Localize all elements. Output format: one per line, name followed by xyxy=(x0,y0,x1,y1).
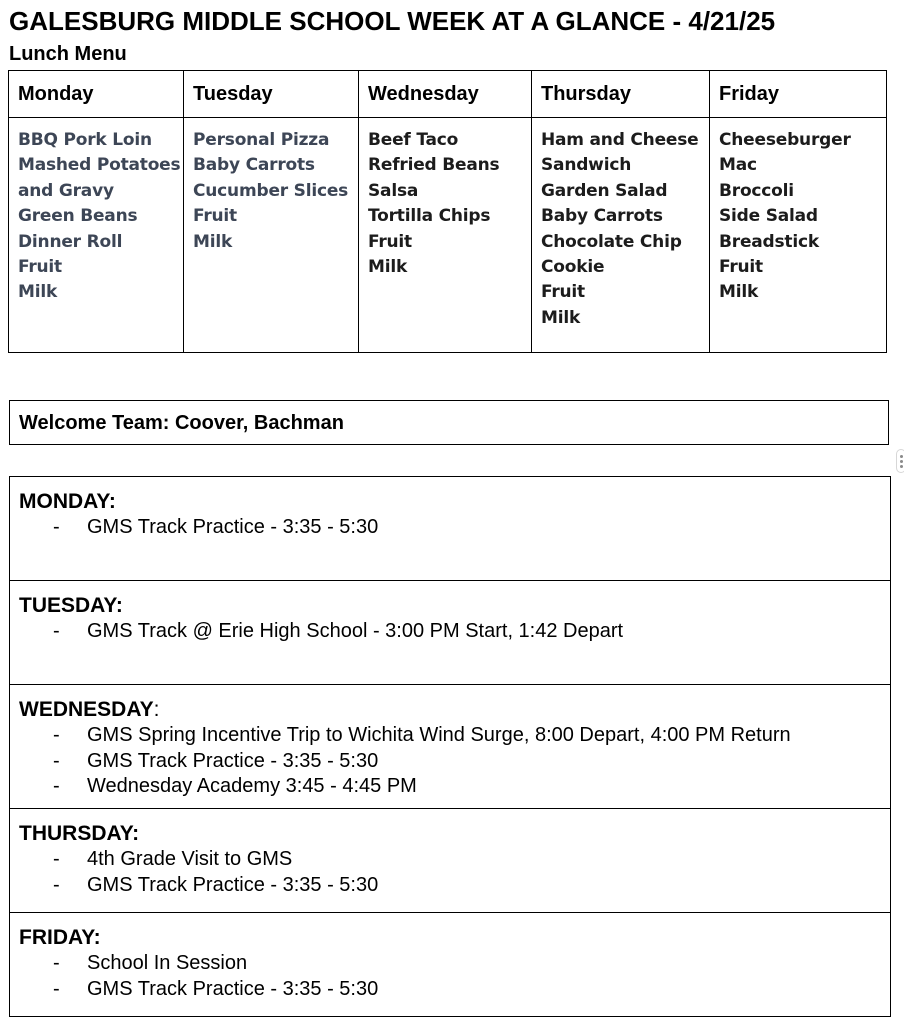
event-item xyxy=(19,723,890,749)
day-title: WEDNESDAY xyxy=(19,698,154,721)
event-list xyxy=(19,619,890,645)
drag-handle-icon[interactable] xyxy=(896,449,904,473)
lunch-cell-tuesday xyxy=(184,118,359,353)
menu-item: Fruit xyxy=(368,231,412,252)
lunch-menu-heading: Lunch Menu xyxy=(9,43,127,65)
event-item xyxy=(19,515,890,541)
event-text: GMS Track Practice - 3:35 - 5:30 xyxy=(87,977,379,1000)
event-item xyxy=(19,873,890,899)
schedule-day-thursday xyxy=(10,809,890,913)
lunch-day-header: Friday xyxy=(710,71,887,118)
menu-item: Broccoli xyxy=(719,180,794,201)
menu-item: Milk xyxy=(368,257,408,278)
menu-item: Garden Salad xyxy=(541,180,668,201)
menu-item: Milk xyxy=(193,231,233,252)
event-text: GMS Track Practice - 3:35 - 5:30 xyxy=(87,873,379,896)
menu-item: Baby Carrots xyxy=(541,206,663,227)
menu-item: Cucumber Slices xyxy=(193,180,349,201)
bullet-dash: - xyxy=(53,952,60,974)
lunch-items-row xyxy=(9,118,887,353)
bullet-dash: - xyxy=(53,516,60,538)
schedule-day-wednesday xyxy=(10,685,890,809)
menu-item: Ham and Cheese xyxy=(541,130,699,150)
lunch-day-header: Thursday xyxy=(532,71,710,118)
menu-item: Cheeseburger xyxy=(719,130,851,150)
lunch-menu-table xyxy=(8,70,887,353)
menu-item: Fruit xyxy=(541,282,585,303)
menu-item: Milk xyxy=(541,307,581,328)
event-item xyxy=(19,951,890,977)
menu-item: Breadstick xyxy=(719,231,819,252)
menu-item: Refried Beans xyxy=(368,155,500,176)
menu-item: Fruit xyxy=(18,257,62,278)
menu-item: BBQ Pork Loin xyxy=(18,130,152,150)
event-item xyxy=(19,847,890,873)
page-title: GALESBURG MIDDLE SCHOOL WEEK AT A GLANCE - 4/21/25 xyxy=(9,6,776,36)
menu-item: Tortilla Chips xyxy=(368,206,491,227)
event-item xyxy=(19,619,890,645)
menu-item: Mashed Potatoes xyxy=(18,155,181,176)
bullet-dash: - xyxy=(53,620,60,642)
event-text: 4th Grade Visit to GMS xyxy=(87,848,293,870)
bullet-dash: - xyxy=(53,848,60,870)
event-list xyxy=(19,847,890,898)
event-text: School In Session xyxy=(87,952,248,974)
day-title-row xyxy=(19,697,890,723)
event-list xyxy=(19,723,890,800)
schedule-day-tuesday xyxy=(10,581,890,685)
menu-item: Chocolate Chip xyxy=(541,231,682,252)
menu-item: Milk xyxy=(719,282,759,303)
event-text: Wednesday Academy 3:45 - 4:45 PM xyxy=(87,775,417,797)
menu-item: and Gravy xyxy=(18,180,114,201)
menu-item: Salsa xyxy=(368,180,419,201)
title-colon: : xyxy=(153,698,160,721)
event-item xyxy=(19,774,890,800)
menu-item: Personal Pizza xyxy=(193,130,330,150)
day-title: TUESDAY: xyxy=(19,594,123,617)
menu-item: Fruit xyxy=(193,206,237,227)
menu-item: Milk xyxy=(18,282,58,303)
weekly-schedule xyxy=(9,476,891,1017)
bullet-dash: - xyxy=(53,873,60,896)
menu-item: Baby Carrots xyxy=(193,155,315,176)
lunch-cell-thursday xyxy=(532,118,710,353)
menu-item: Side Salad xyxy=(719,206,818,227)
welcome-team-box: Welcome Team: Coover, Bachman xyxy=(9,400,889,445)
event-text: GMS Track @ Erie High School - 3:00 PM Start, 1:42 Depart xyxy=(87,620,624,642)
menu-item: Beef Taco xyxy=(368,130,459,150)
lunch-day-header: Tuesday xyxy=(184,71,359,118)
event-text: GMS Track Practice - 3:35 - 5:30 xyxy=(87,516,379,538)
bullet-dash: - xyxy=(53,749,60,772)
schedule-day-monday xyxy=(10,477,890,581)
lunch-cell-monday xyxy=(9,118,184,353)
lunch-day-header: Wednesday xyxy=(359,71,532,118)
menu-item: Fruit xyxy=(719,257,763,278)
day-title: FRIDAY: xyxy=(19,926,101,949)
menu-item: Green Beans xyxy=(18,206,138,227)
event-list xyxy=(19,951,890,1002)
event-item xyxy=(19,749,890,775)
event-item xyxy=(19,977,890,1003)
lunch-cell-friday xyxy=(710,118,887,353)
event-list xyxy=(19,515,890,541)
bullet-dash: - xyxy=(53,724,60,746)
bullet-dash: - xyxy=(53,977,60,1000)
menu-item: Dinner Roll xyxy=(18,231,123,252)
event-text: GMS Spring Incentive Trip to Wichita Wind Surge, 8:00 Depart, 4:00 PM Return xyxy=(87,724,791,746)
day-title: MONDAY: xyxy=(19,490,116,513)
bullet-dash: - xyxy=(53,775,60,797)
day-title: THURSDAY: xyxy=(19,822,140,845)
lunch-cell-wednesday xyxy=(359,118,532,353)
schedule-day-friday xyxy=(10,913,890,1017)
lunch-header-row xyxy=(9,71,887,118)
menu-item: Sandwich xyxy=(541,155,632,176)
event-text: GMS Track Practice - 3:35 - 5:30 xyxy=(87,749,379,772)
menu-item: Cookie xyxy=(541,257,605,278)
menu-item: Mac xyxy=(719,155,757,176)
lunch-day-header: Monday xyxy=(9,71,184,118)
